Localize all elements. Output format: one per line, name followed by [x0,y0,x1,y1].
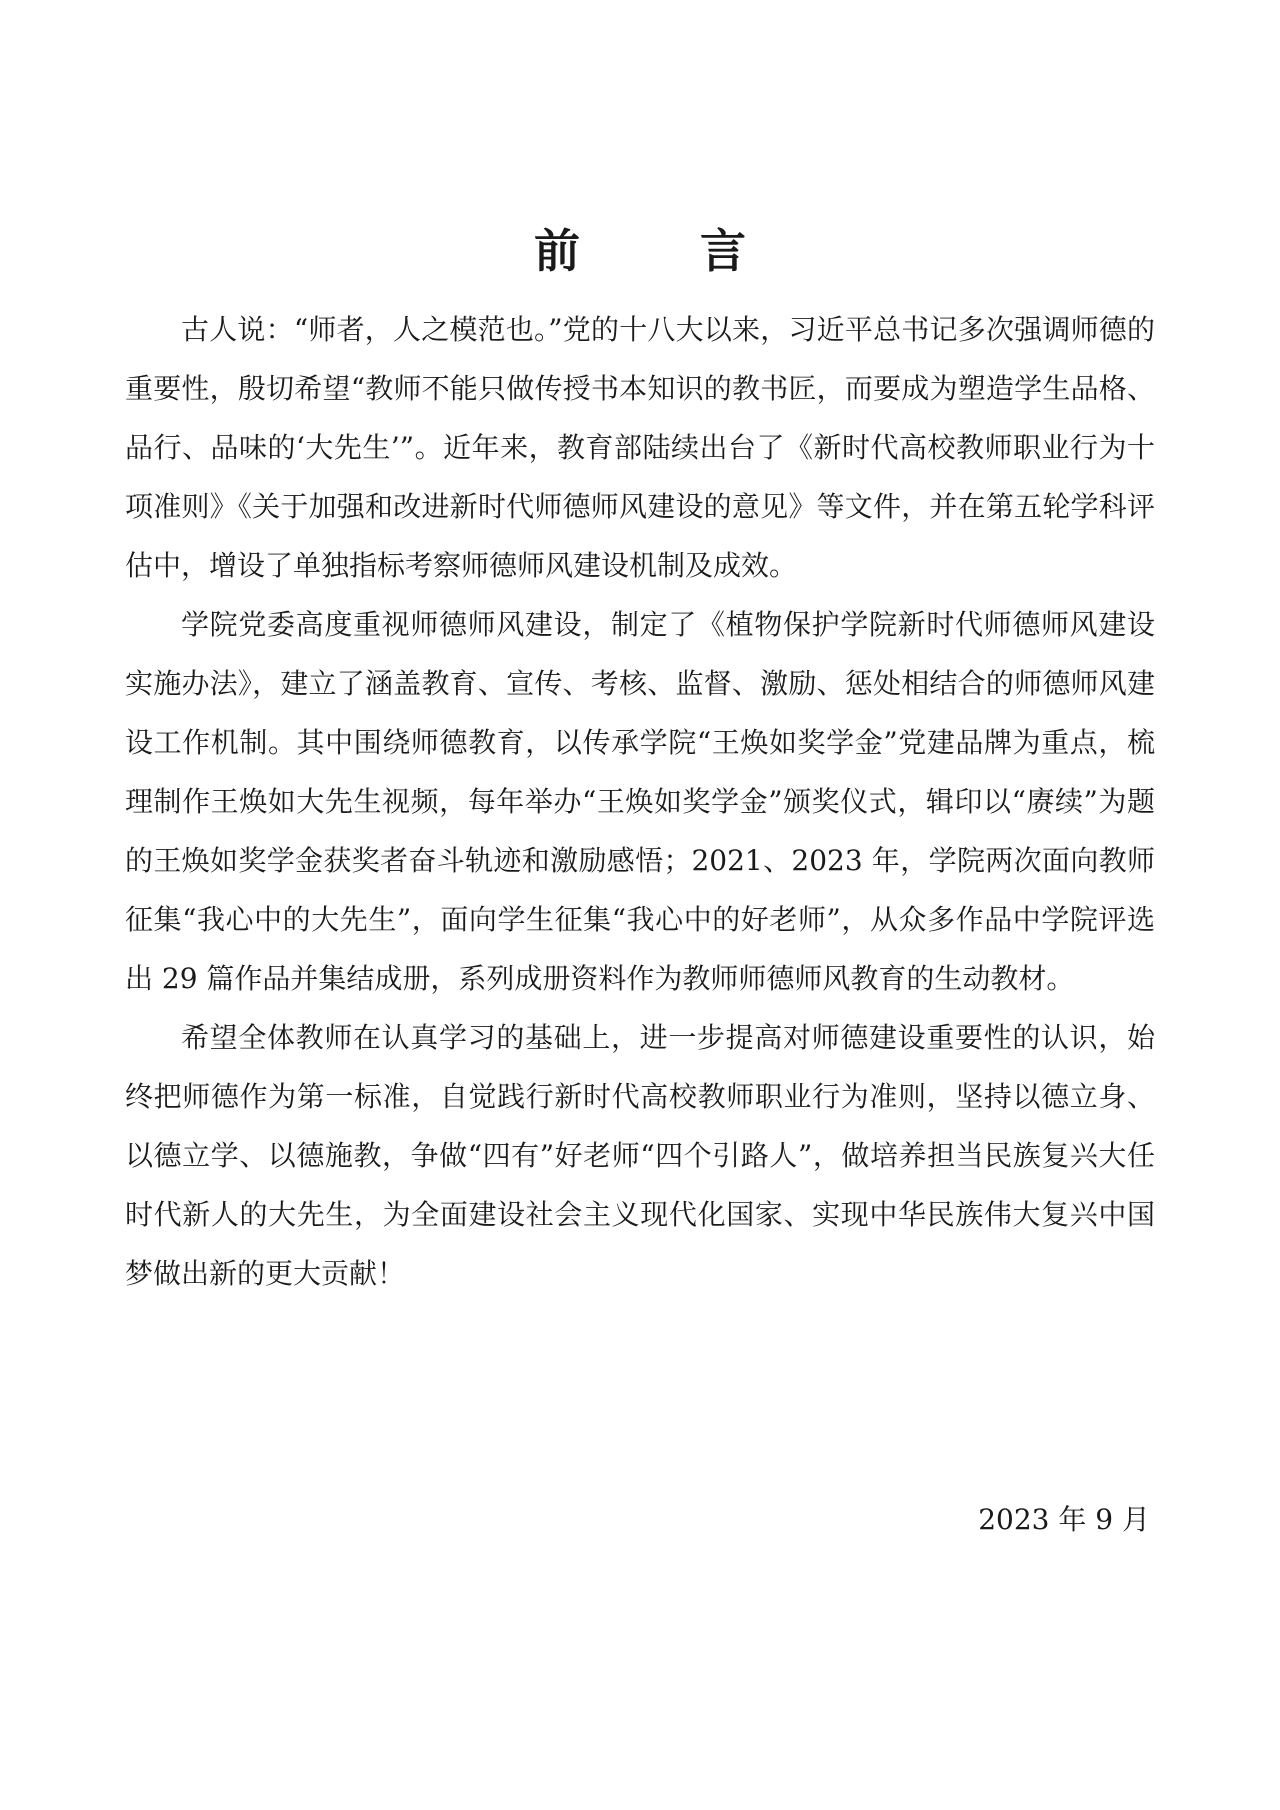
paragraph-1: 古人说：“师者，人之模范也。”党的十八大以来，习近平总书记多次强调师德的重要性，殷切希望“教师不能只做传授书本知识的教书匠，而要成为塑造学生品格、品行、品味的‘大先生’”。近年来，教育部陆续出台了《新时代高校教师职业行为十项准则》《关于加强和改进新时代师德师风建设的意见》等文件，并在第五轮学科评估中，增设了单独指标考察师德师风建设机制及成效。 [125,313,1155,582]
signature-date: 2023 年 9 月 [978,1503,1150,1536]
preface-body [125,300,1155,1303]
paragraph-3: 希望全体教师在认真学习的基础上，进一步提高对师德建设重要性的认识，始终把师德作为第一标准，自觉践行新时代高校教师职业行为准则，坚持以德立身、以德立学、以德施教，争做“四有”好老师“四个引路人”，做培养担当民族复兴大任时代新人的大先生，为全面建设社会主义现代化国家、实现中华民族伟大复兴中国梦做出新的更大贡献！ [125,1021,1155,1290]
page-title: 前 言 [533,223,798,278]
paragraph-2: 学院党委高度重视师德师风建设，制定了《植物保护学院新时代师德师风建设实施办法》，建立了涵盖教育、宣传、考核、监督、激励、惩处相结合的师德师风建设工作机制。其中围绕师德教育，以传承学院“王焕如奖学金”党建品牌为重点，梳理制作王焕如大先生视频，每年举办“王焕如奖学金”颁奖仪式，辑印以“赓续”为题的王焕如奖学金获奖者奋斗轨迹和激励感悟；2021、2023 年，学院两次面向教师征集“我心中的大先生”，面向学生征集“我心中的好老师”，从众多作品中学院评选出 29 篇作品并集结成册，系列成册资料作为教师师德师风教育的生动教材。 [125,608,1155,995]
